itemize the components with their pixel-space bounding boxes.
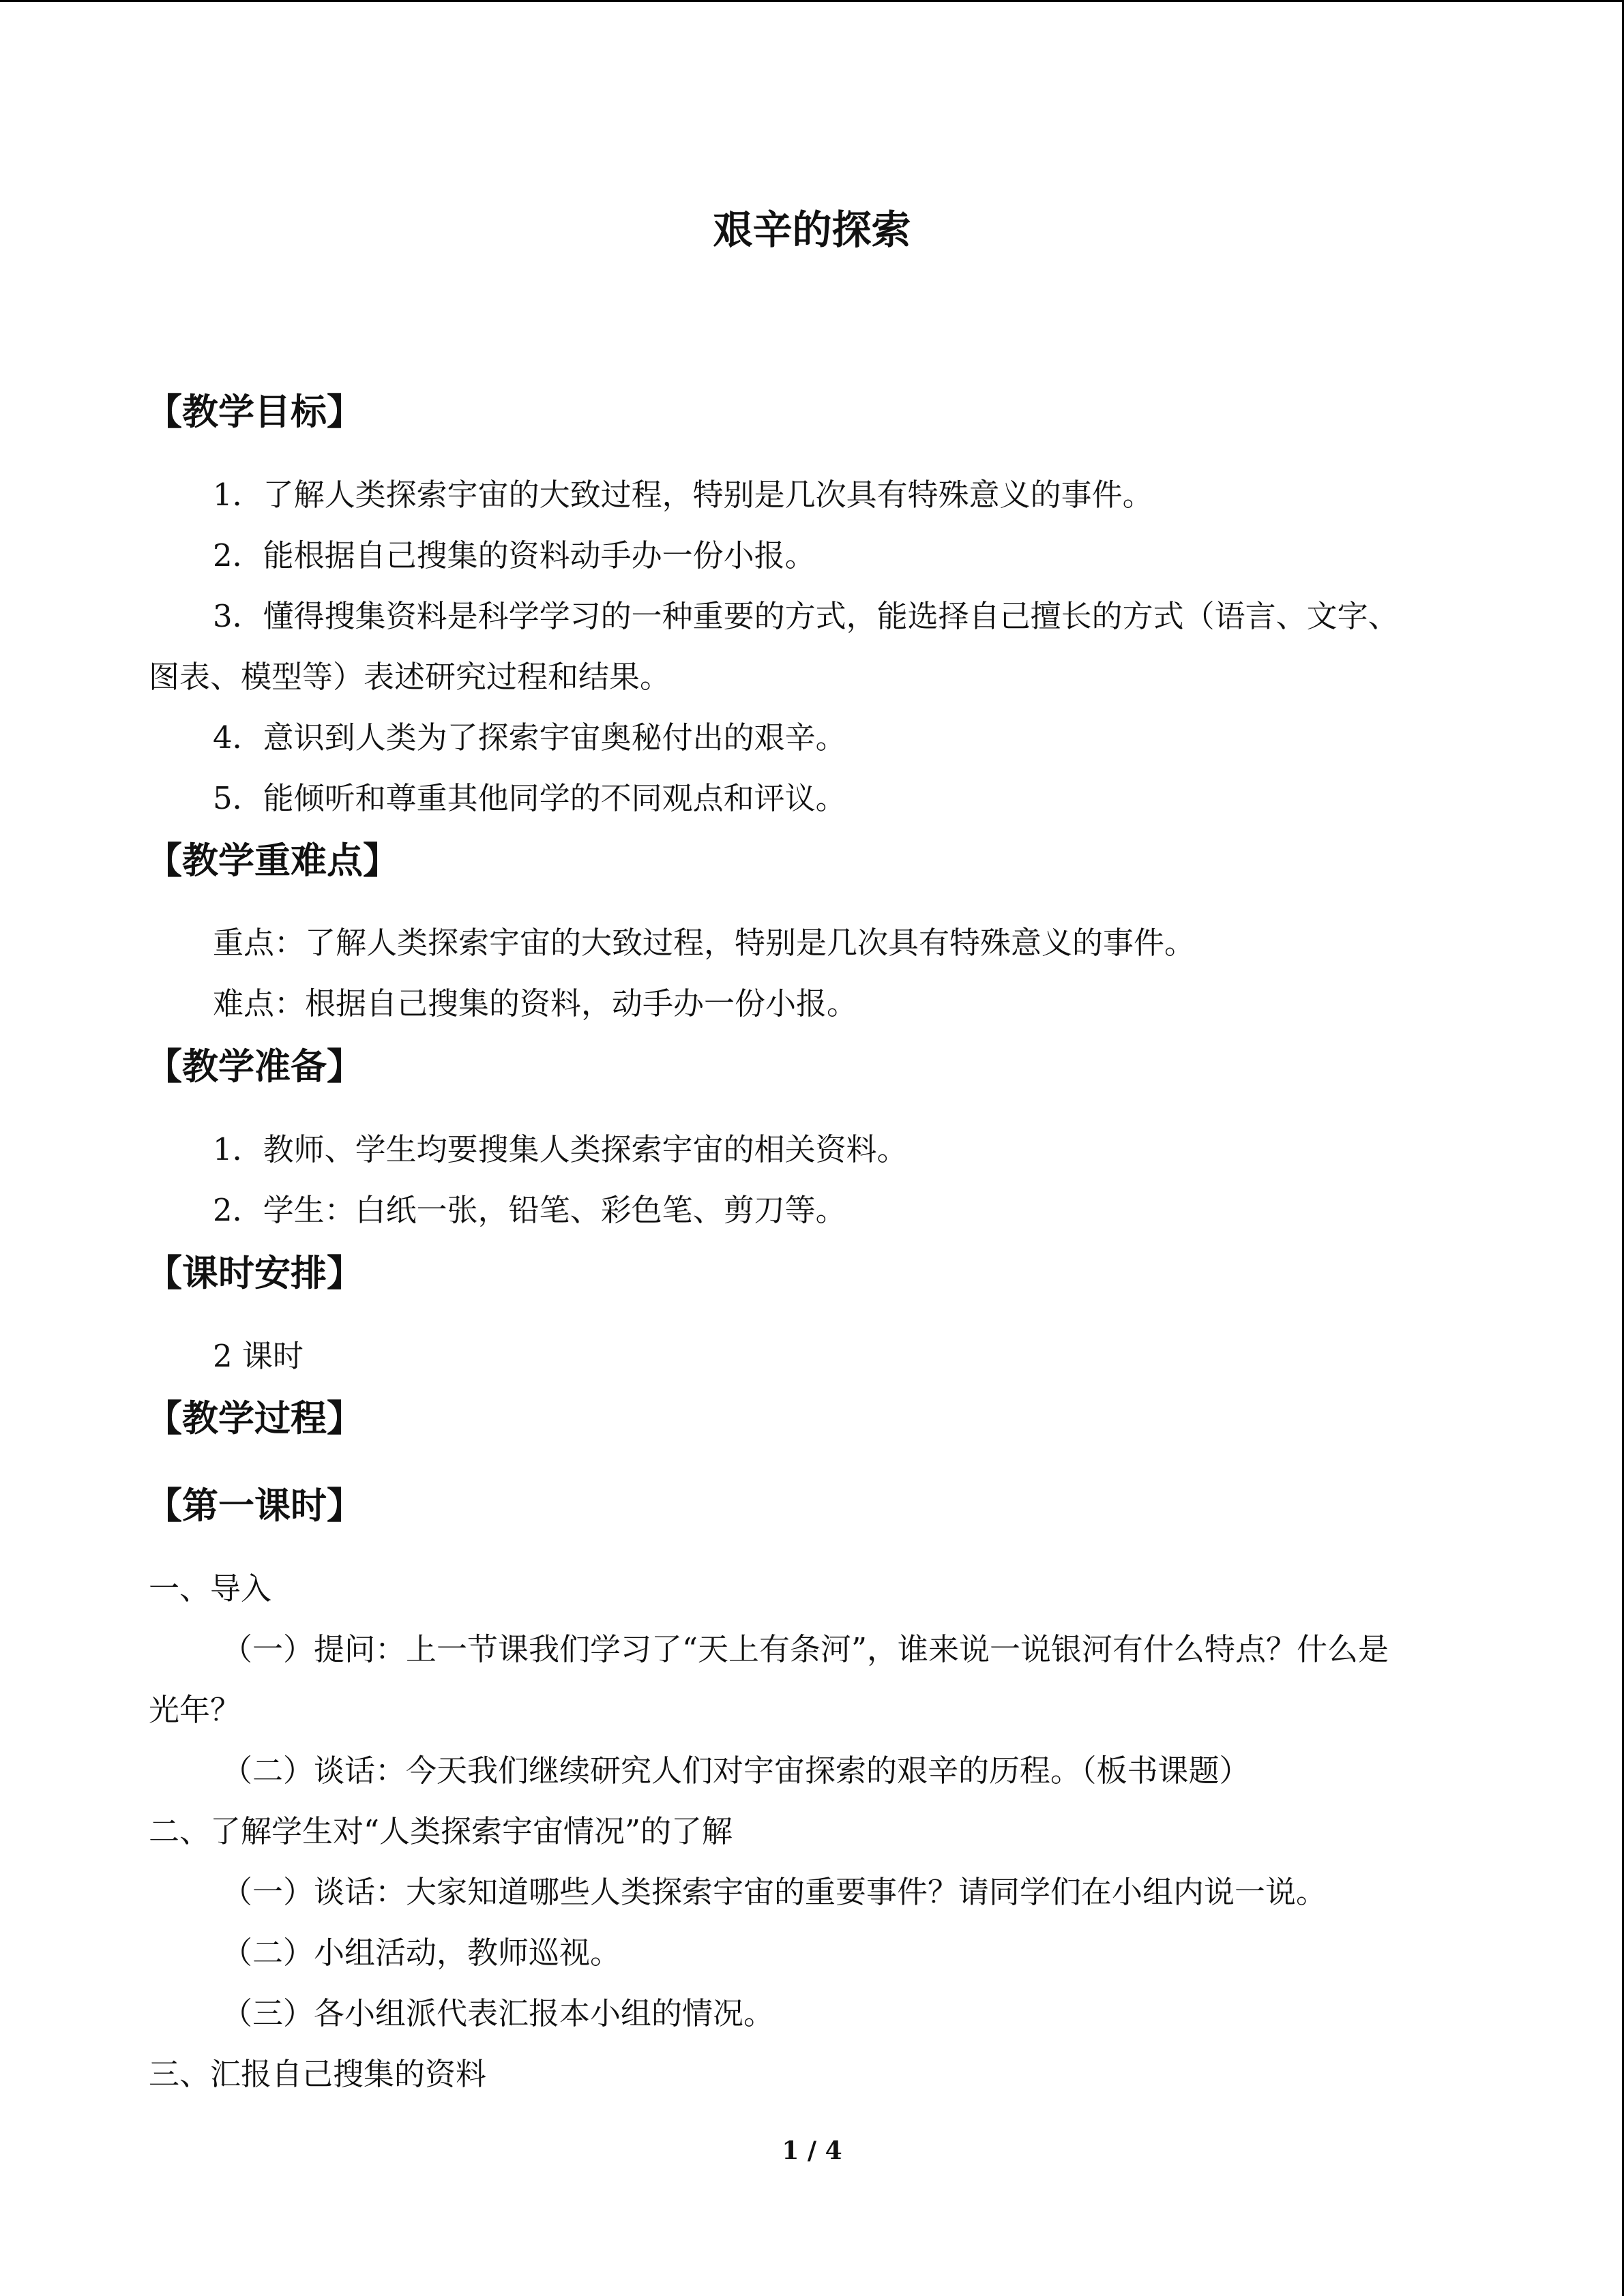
preparation-item: 2．学生：白纸一张，铅笔、彩色笔、剪刀等。 [213,1192,846,1228]
section-heading-key-points: 【教学重难点】 [146,840,399,882]
section-heading-preparation: 【教学准备】 [146,1046,363,1088]
key-point-item: 难点：根据自己搜集的资料，动手办一份小报。 [213,985,858,1022]
goal-item: 2．能根据自己搜集的资料动手办一份小报。 [213,537,816,573]
lesson-step: 三、汇报自己搜集的资料 [149,2056,487,2092]
page-number: 1 / 4 [782,2136,842,2165]
lesson-substep-continuation: 光年？ [149,1692,241,1728]
section-heading-process: 【教学过程】 [146,1398,363,1440]
lesson-step: 一、导入 [149,1570,272,1607]
preparation-item: 1．教师、学生均要搜集人类探索宇宙的相关资料。 [213,1131,908,1167]
lesson-substep: （二）小组活动，教师巡视。 [222,1935,621,1971]
section-heading-first-lesson: 【第一课时】 [146,1485,363,1527]
lesson-substep: （一）提问：上一节课我们学习了“天上有条河”，谁来说一说银河有什么特点？什么是 [222,1631,1389,1667]
document-title: 艰辛的探索 [713,207,911,253]
goal-item-continuation: 图表、模型等）表述研究过程和结果。 [149,659,671,695]
section-heading-goals: 【教学目标】 [146,391,363,433]
goal-item: 5．能倾听和尊重其他同学的不同观点和评议。 [213,780,846,816]
goal-item: 4．意识到人类为了探索宇宙奥秘付出的艰辛。 [213,719,846,756]
goal-item: 3．懂得搜集资料是科学学习的一种重要的方式，能选择自己擅长的方式（语言、文字、 [213,598,1399,634]
lesson-substep: （一）谈话：大家知道哪些人类探索宇宙的重要事件？请同学们在小组内说一说。 [222,1874,1327,1910]
key-point-item: 重点：了解人类探索宇宙的大致过程，特别是几次具有特殊意义的事件。 [213,925,1196,961]
lesson-substep: （二）谈话：今天我们继续研究人们对宇宙探索的艰辛的历程。（板书课题） [222,1753,1250,1789]
goal-item: 1．了解人类探索宇宙的大致过程，特别是几次具有特殊意义的事件。 [213,477,1153,513]
section-heading-schedule: 【课时安排】 [146,1253,363,1294]
lesson-substep: （三）各小组派代表汇报本小组的情况。 [222,1995,775,2031]
lesson-step: 二、了解学生对“人类探索宇宙情况”的了解 [149,1813,733,1849]
schedule-item: 2 课时 [213,1338,304,1374]
